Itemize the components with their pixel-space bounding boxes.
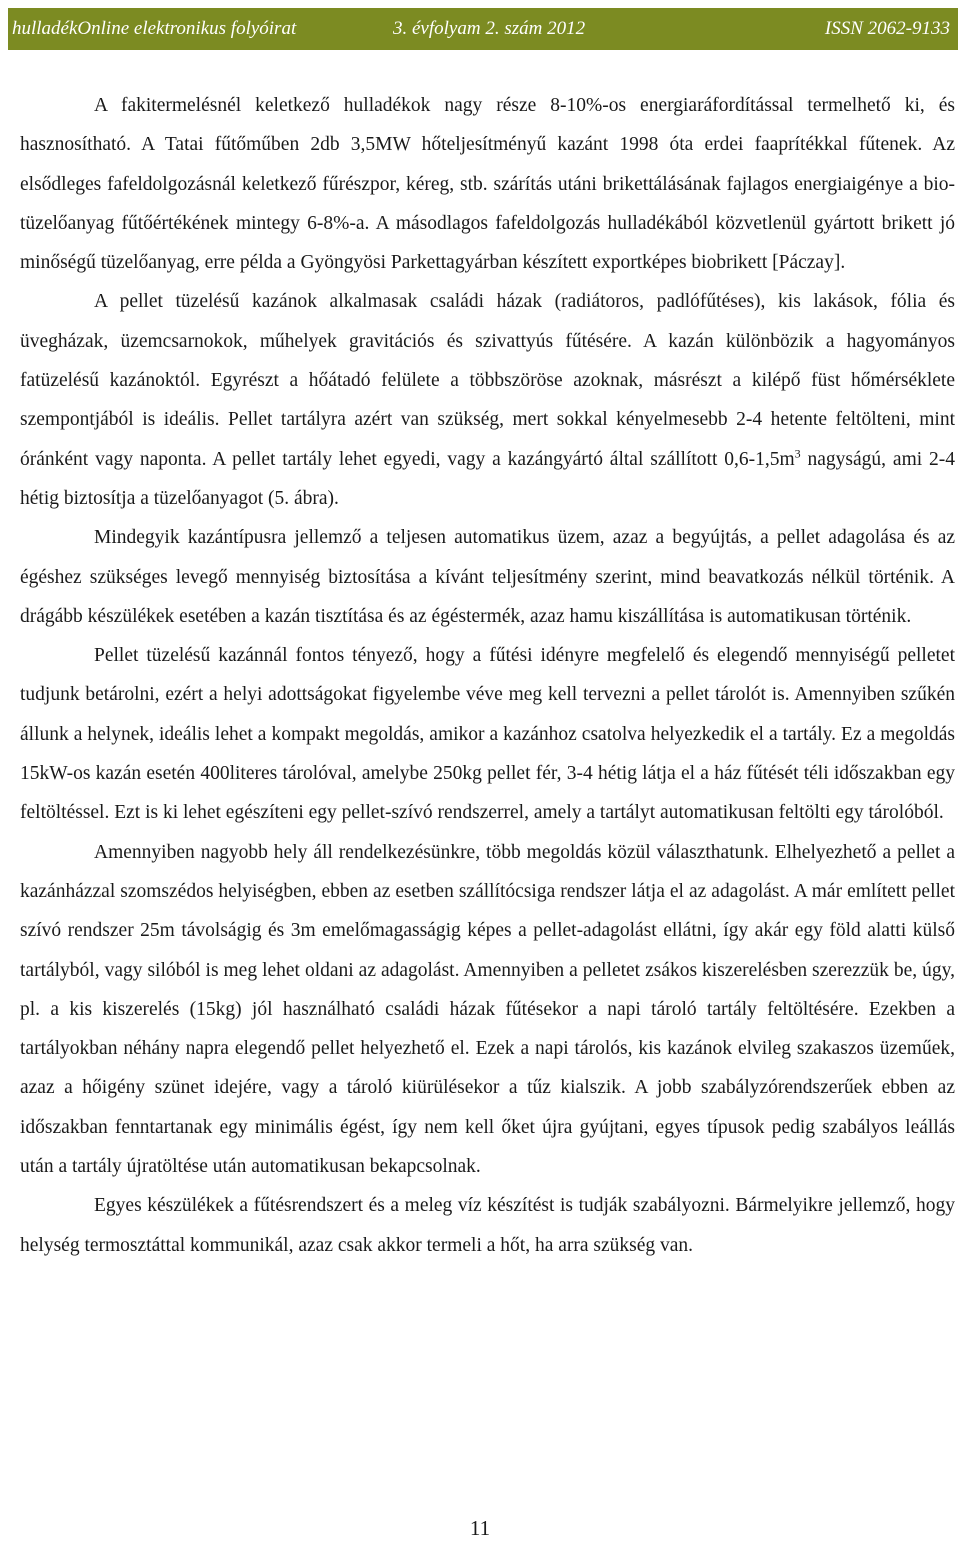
paragraph-3: Mindegyik kazántípusra jellemző a teljesen automatikus üzem, azaz a begyújtás, a pellet adagolása és az égéshez szükséges levegő mennyiség biztosítása a kívánt teljesítmény szerint, mind beavatkozás nélkül történik. A drágább készülékek esetében a kazán tisztítása és az égéstermék, azaz hamu kiszállítása is automatikusan történik. [20, 527, 955, 627]
issn: ISSN 2062-9133 [824, 18, 950, 39]
paragraph-4: Pellet tüzelésű kazánnál fontos tényező, hogy a fűtési idényre megfelelő és elegendő mennyiségű pelletet tudjunk betárolni, ezért a helyi adottságokat figyelembe véve meg kell tervezni a pellet tárolót is. Amennyiben szűkén állunk a helynek, ideális lehet a kompakt megoldás, amikor a kazánhoz csatolva helyezkedik el a tartály. Ez a megoldás 15kW-os kazán esetén 400literes tárolóval, amelybe 250kg pellet fér, 3-4 hétig látja el a ház fűtését téli időszakban egy feltöltéssel. Ezt is ki lehet egészíteni egy pellet-szívó rendszerrel, amely a tartályt automatikusan feltölti egy tárolóból. [20, 645, 955, 824]
paragraph-5: Amennyiben nagyobb hely áll rendelkezésünkre, több megoldás közül választhatunk. Elhelyezhető a pellet a kazánházzal szomszédos helyiségben, ebben az esetben szállítócsiga rendszer látja el az adagolást. A már említett pellet szívó rendszer 25m távolságig és 3m emelőmagasságig képes a pellet-adagolást ellátni, így akár egy föld alatti külső tartályból, vagy silóból is meg lehet oldani az adagolást. Amennyiben a pelletet zsákos kiszerelésben szerezzük be, úgy, pl. a kis kiszerelés (15kg) jól használható családi házak fűtésekor a napi tároló tartály feltöltésére. Ezekben a tartályokban néhány napra elegendő pellet helyezhető el. Ezek a napi tárolós, kis kazánok elvileg szakaszos üzeműek, azaz a hőigény szünet idejére, vagy a tároló kiürülésekor a tűz kialszik. A jobb szabályzórendszerűek ebben az időszakban fenntartanak egy minimális égést, így nem kell őket újra gyújtani, egyes típusok pedig szabályos leállás után a tartály újratöltése után automatikusan bekapcsolnak. [20, 841, 955, 1178]
superscript-cubed: 3 [794, 446, 801, 461]
paragraph-2-text-b: nagyságú, ami 2-4 hétig biztosítja a tüzelőanyagot (5. ábra). [20, 448, 956, 509]
paragraph-1: A fakitermelésnél keletkező hulladékok nagy része 8-10%-os energiaráfordítással termelhető ki, és hasznosítható. A Tatai fűtőműben 2db 3,5MW hőteljesítményű kazánt 1998 óta erdei faaprítékkal fűtenek. Az elsődleges fafeldolgozásnál keletkező fűrészpor, kéreg, stb. szárítás utáni brikettálásának fajlagos energiaigénye a bio-tüzelőanyag fűtőértékének mintegy 6-8%-a. A másodlagos fafeldolgozás hulladékából közvetlenül gyártott brikett jó minőségű tüzelőanyag, erre példa a Gyöngyösi Parkettagyárban készített exportképes biobrikett [Páczay]. [20, 95, 955, 274]
paragraph-2 [20, 282, 955, 518]
paragraph-2-text-a: A pellet tüzelésű kazánok alkalmasak családi házak (radiátoros, padlófűtéses), kis lakások, fólia és üvegházak, üzemcsarnokok, műhelyek gravitációs és szivattyús fűtésére. A kazán különbözik a hagyományos fatüzelésű kazánoktól. Egyrészt a hőátadó felülete a többszöröse azoknak, másrészt a kilépő füst hőmérséklete szempontjából is ideális. Pellet tartályra azért van szükség, mert sokkal kényelmesebb 2-4 hetente feltölteni, mint óránként vagy naponta. A pellet tartály lehet egyedi, vagy a kazángyártó által szállított 0,6-1,5m [20, 291, 955, 470]
page-number: 11 [469, 1516, 491, 1540]
article-body [20, 86, 955, 1265]
journal-title: hulladékOnline elektronikus folyóirat [12, 18, 297, 39]
issue-info: 3. évfolyam 2. szám 2012 [393, 18, 586, 39]
journal-header-bar [8, 8, 958, 50]
paragraph-6: Egyes készülékek a fűtésrendszert és a meleg víz készítést is tudják szabályozni. Bármelyikre jellemző, hogy helység termosztáttal kommunikál, azaz csak akkor termeli a hőt, ha arra szükség van. [20, 1195, 955, 1256]
